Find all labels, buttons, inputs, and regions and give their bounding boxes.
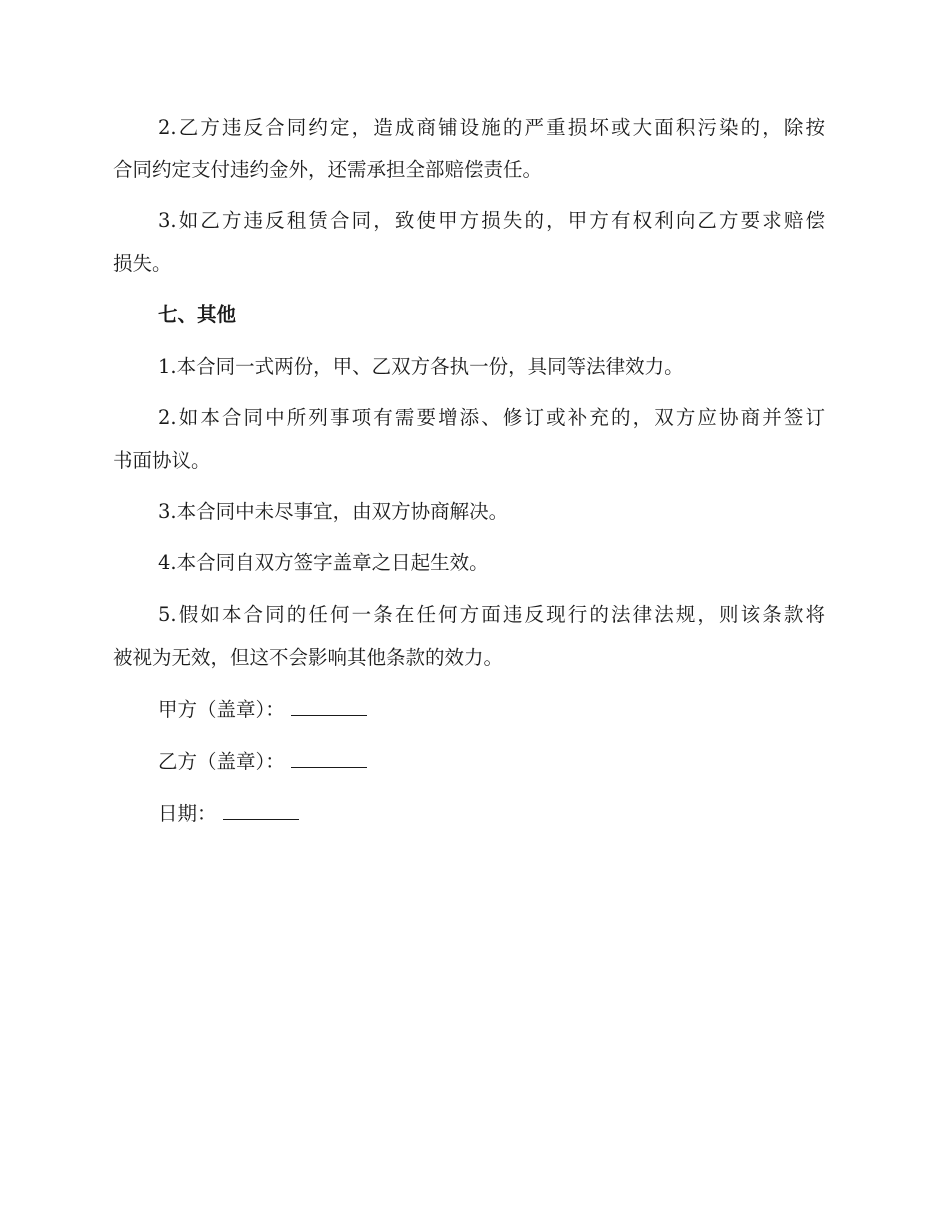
section-7-heading: 七、其他 — [158, 303, 237, 326]
section-7-item-4: 4.本合同自双方签字盖章之日起生效。 — [158, 551, 489, 574]
party-a-label: 甲方（盖章）： — [158, 698, 285, 721]
clause-3-line-2: 损失。 — [113, 252, 172, 275]
clause-2-line-2: 合同约定支付违约金外，还需承担全部赔偿责任。 — [113, 158, 543, 181]
clause-3-line-1: 3.如乙方违反租赁合同，致使甲方损失的，甲方有权利向乙方要求赔偿 — [158, 209, 825, 232]
section-7-item-2-line-1: 2.如本合同中所列事项有需要增添、修订或补充的，双方应协商并签订 — [158, 406, 825, 429]
date-blank — [223, 799, 299, 820]
party-b-blank — [291, 747, 367, 768]
party-b-signature-line — [158, 747, 825, 775]
clause-2-line-1: 2.乙方违反合同约定，造成商铺设施的严重损坏或大面积污染的，除按 — [158, 116, 825, 139]
section-7-item-2-line-2: 书面协议。 — [113, 449, 211, 472]
section-7-item-1: 1.本合同一式两份，甲、乙双方各执一份，具同等法律效力。 — [158, 355, 684, 378]
date-signature-line — [158, 799, 825, 827]
party-b-label: 乙方（盖章）： — [158, 750, 285, 773]
party-a-signature-line — [158, 695, 825, 723]
section-7-item-3: 3.本合同中未尽事宜，由双方协商解决。 — [158, 500, 509, 523]
section-7-item-5-line-1: 5.假如本合同的任何一条在任何方面违反现行的法律法规，则该条款将 — [158, 603, 825, 626]
party-a-blank — [291, 695, 367, 716]
section-7-item-5-line-2: 被视为无效，但这不会影响其他条款的效力。 — [113, 646, 504, 669]
date-label: 日期： — [158, 802, 217, 825]
